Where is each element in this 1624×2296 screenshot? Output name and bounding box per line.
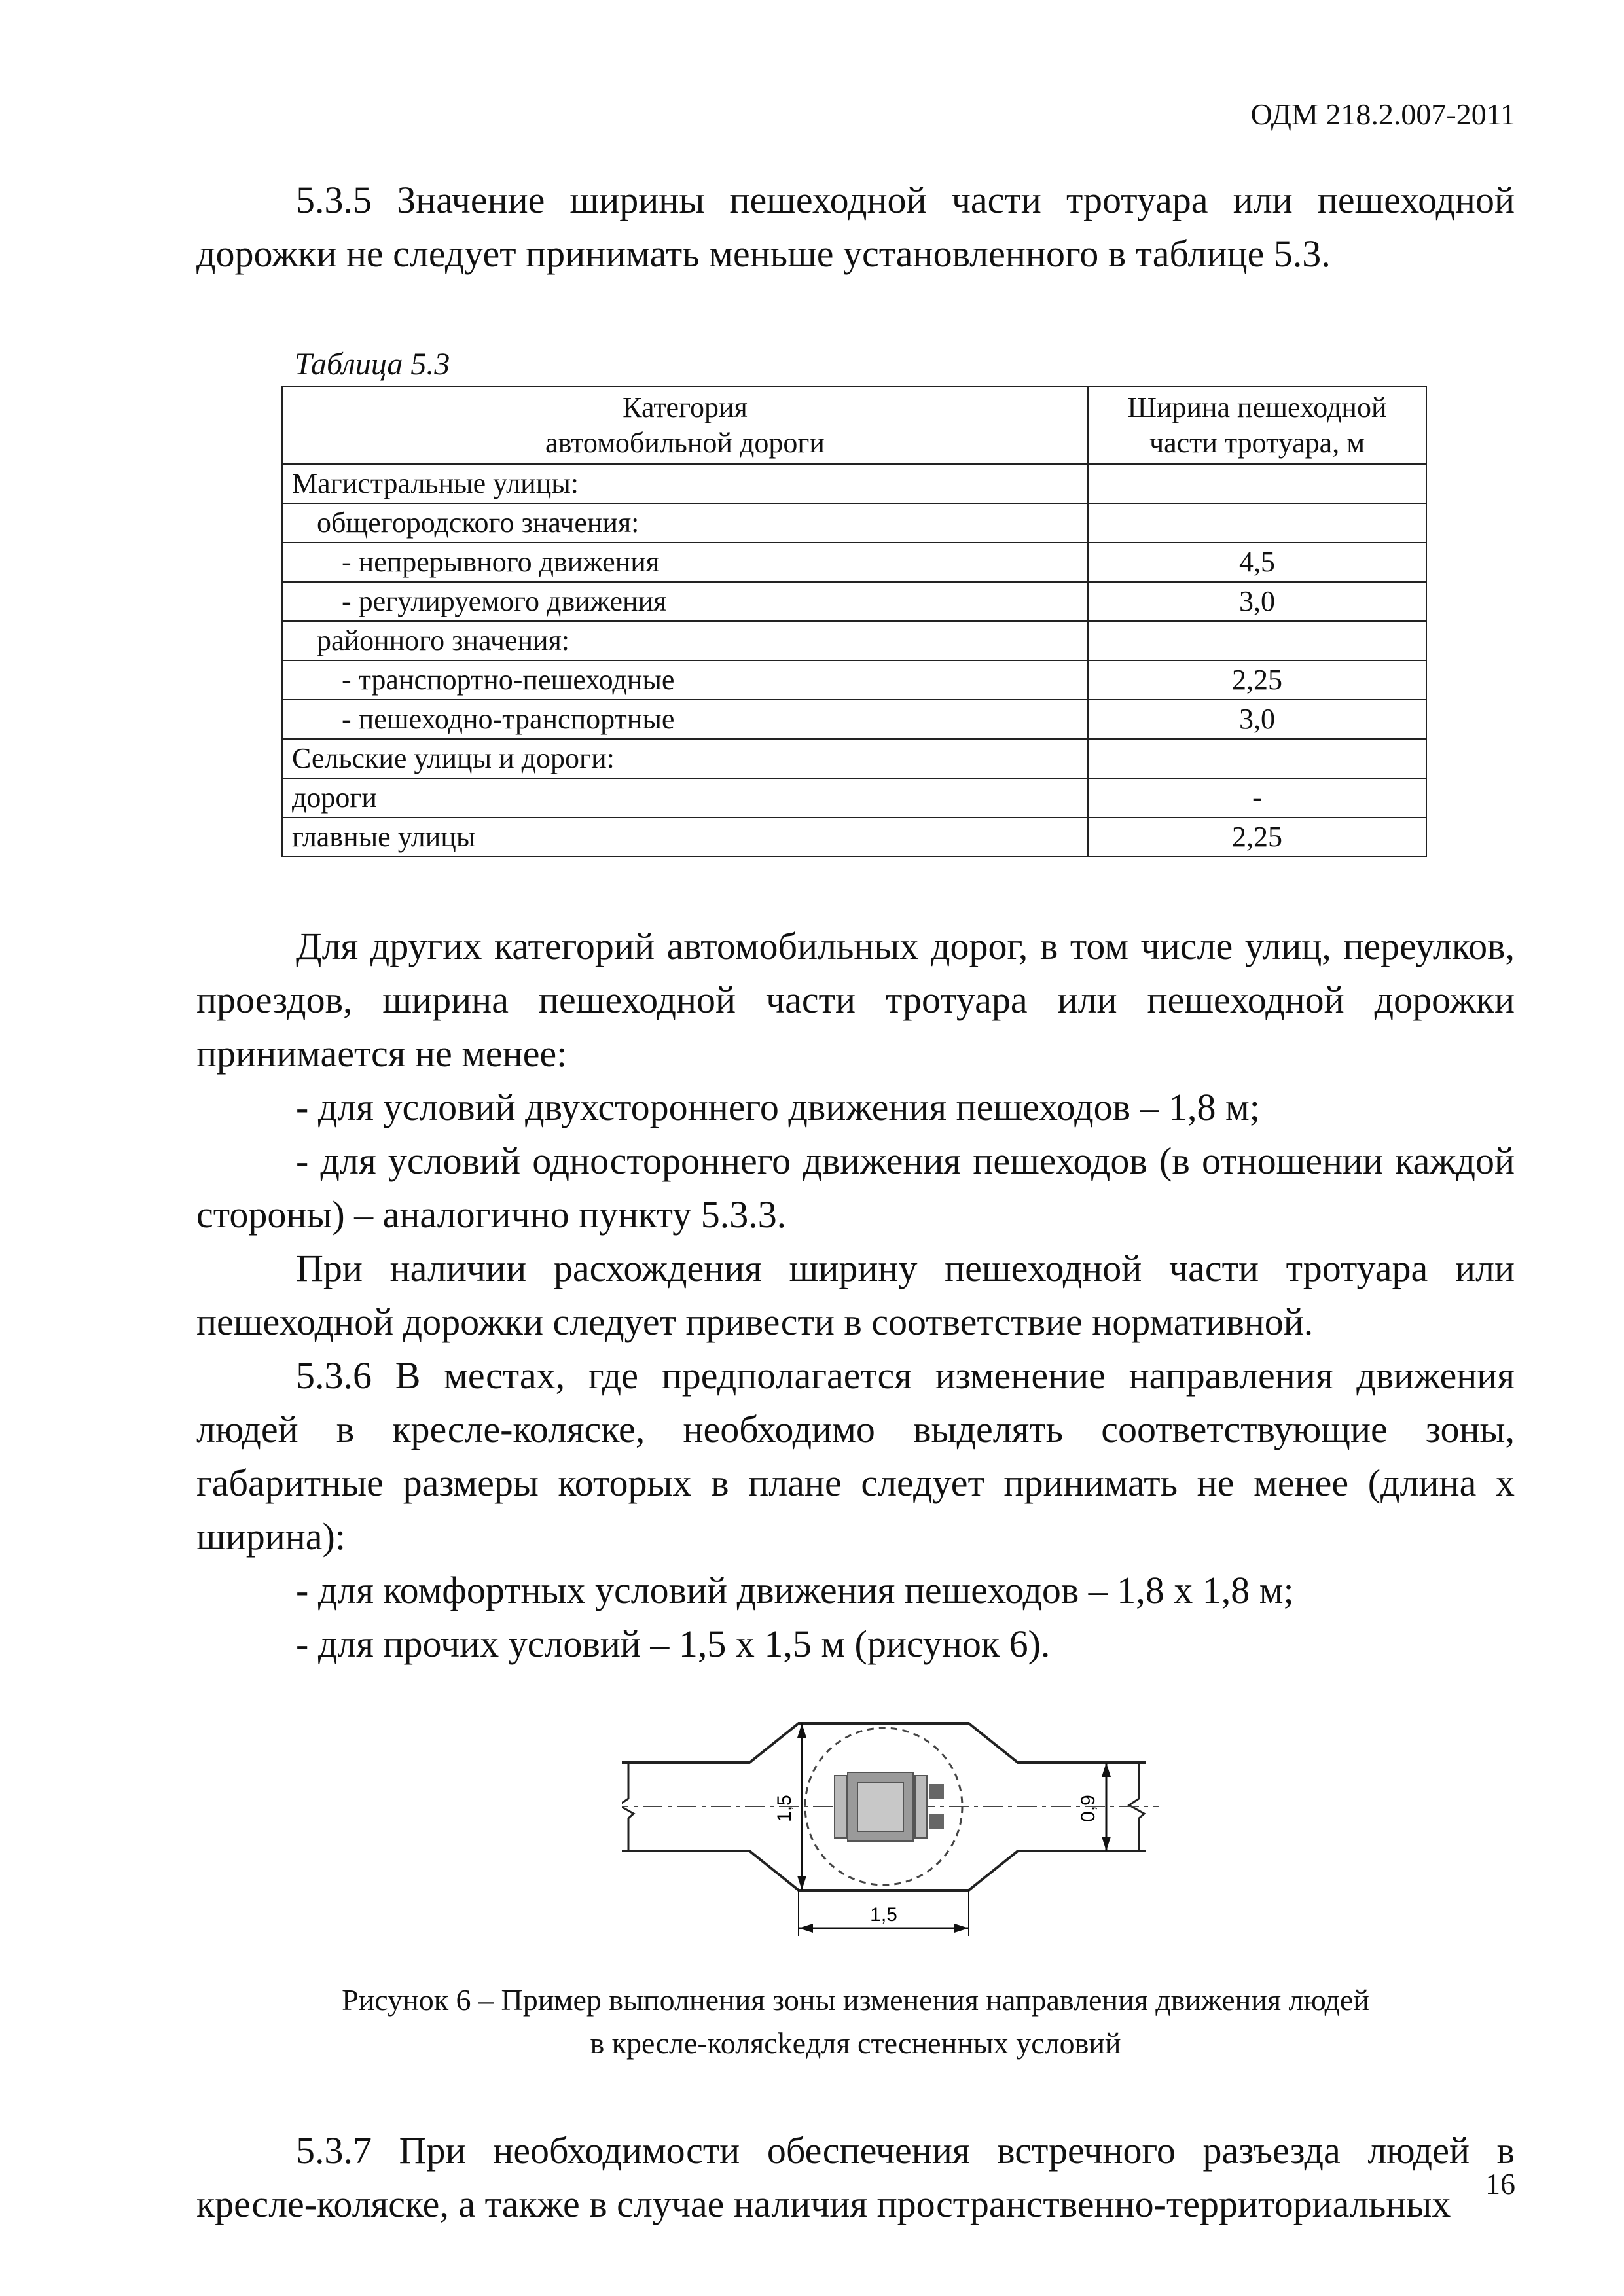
figure-caption <box>196 1979 1515 2065</box>
table-cell-category: главные улицы <box>282 817 1088 857</box>
paragraph-5-3-5: 5.3.5 Значение ширины пешеходной части тротуара или пешеходной дорожки не следует принимать меньше установленного в таблице 5.3. <box>196 179 1515 275</box>
table-row <box>282 739 1426 778</box>
paragraph-discrepancy: При наличии расхождения ширину пешеходной части тротуара или пешеходной дорожки следует привести в соответствие нормативной. <box>196 1247 1515 1343</box>
wheelchair-icon <box>835 1772 944 1841</box>
table-cell-width: - <box>1088 778 1426 817</box>
arrow-head <box>797 1723 806 1738</box>
page-content <box>196 173 1515 2231</box>
table-cell-width: 2,25 <box>1088 660 1426 700</box>
paragraph-5-3-6: 5.3.6 В местах, где предполагается изменение направления движения людей в кресле-коляске, необходимо выделять соответствующие зоны, габаритные размеры которых в плане следует принимать не менее (длина х ширина): <box>196 1354 1515 1558</box>
table-cell-category: дороги <box>282 778 1088 817</box>
table-row <box>282 817 1426 857</box>
table-cell-width: 2,25 <box>1088 817 1426 857</box>
figure-6 <box>196 1710 1515 1946</box>
table-cell-width <box>1088 621 1426 660</box>
arrow-head <box>1102 1837 1111 1851</box>
paragraph-other-conditions: - для прочих условий – 1,5 х 1,5 м (рисунок 6). <box>296 1623 1051 1665</box>
dimension-label-height: 1,5 <box>774 1795 795 1822</box>
paragraph-5-3-7: 5.3.7 При необходимости обеспечения встречного разъезда людей в кресле-коляске, а также в случае наличия пространственно-территориальных <box>196 2129 1515 2225</box>
table-cell-width: 3,0 <box>1088 582 1426 621</box>
paragraph-other-categories: Для других категорий автомобильных дорог, в том числе улиц, переулков, проездов, ширина пешеходной части тротуара или пешеходной дорожки принимается не менее: <box>196 925 1515 1075</box>
dimension-label-width: 1,5 <box>870 1904 897 1926</box>
table-row <box>282 621 1426 660</box>
dimension-label-path: 0,9 <box>1077 1795 1099 1822</box>
paragraph-one-way: - для условий одностороннего движения пешеходов (в отношении каждой стороны) – аналогично пункту 5.3.3. <box>196 1139 1515 1236</box>
width-table <box>281 386 1427 857</box>
figure-caption-line: в кресле-колясkeдля стесненных условий <box>590 2026 1121 2060</box>
arrow-head <box>797 1876 806 1890</box>
figure-caption-line: Рисунок 6 – Пример выполнения зоны изменения направления движения людей <box>342 1983 1369 2017</box>
table-row <box>282 464 1426 503</box>
table-cell-width: 3,0 <box>1088 700 1426 739</box>
table-cell-category: - транспортно-пешеходные <box>282 660 1088 700</box>
arrow-head <box>1102 1763 1111 1777</box>
path-top-edge <box>622 1723 1146 1763</box>
table-cell-category: - регулируемого движения <box>282 582 1088 621</box>
table-cell-width <box>1088 464 1426 503</box>
paragraph-comfort-conditions: - для комфортных условий движения пешеходов – 1,8 х 1,8 м; <box>296 1569 1294 1611</box>
turning-zone-diagram <box>622 1710 1198 1946</box>
table-row <box>282 503 1426 543</box>
table-cell-category: - пешеходно-транспортные <box>282 700 1088 739</box>
table-cell-category: Магистральные улицы: <box>282 464 1088 503</box>
table-cell-width <box>1088 503 1426 543</box>
table-caption: Таблица 5.3 <box>295 347 450 382</box>
document-code: ОДМ 218.2.007-2011 <box>1250 98 1515 131</box>
arrow-head <box>799 1924 813 1933</box>
table-cell-category: - непрерывного движения <box>282 543 1088 582</box>
table-cell-width <box>1088 739 1426 778</box>
paragraph-two-way: - для условий двухстороннего движения пешеходов – 1,8 м; <box>296 1086 1260 1128</box>
table-row <box>282 700 1426 739</box>
table-row <box>282 660 1426 700</box>
table-row <box>282 582 1426 621</box>
table-row <box>282 543 1426 582</box>
arrow-head <box>954 1924 969 1933</box>
table-cell-category: районного значения: <box>282 621 1088 660</box>
table-cell-width: 4,5 <box>1088 543 1426 582</box>
table-cell-category: Сельские улицы и дороги: <box>282 739 1088 778</box>
table-header-category: Категория автомобильной дороги <box>282 387 1088 464</box>
page-number: 16 <box>1485 2167 1515 2200</box>
table-cell-category: общегородского значения: <box>282 503 1088 543</box>
table-row <box>282 778 1426 817</box>
table-header-width: Ширина пешеходной части тротуара, м <box>1088 387 1426 464</box>
table-header-row <box>282 387 1426 464</box>
